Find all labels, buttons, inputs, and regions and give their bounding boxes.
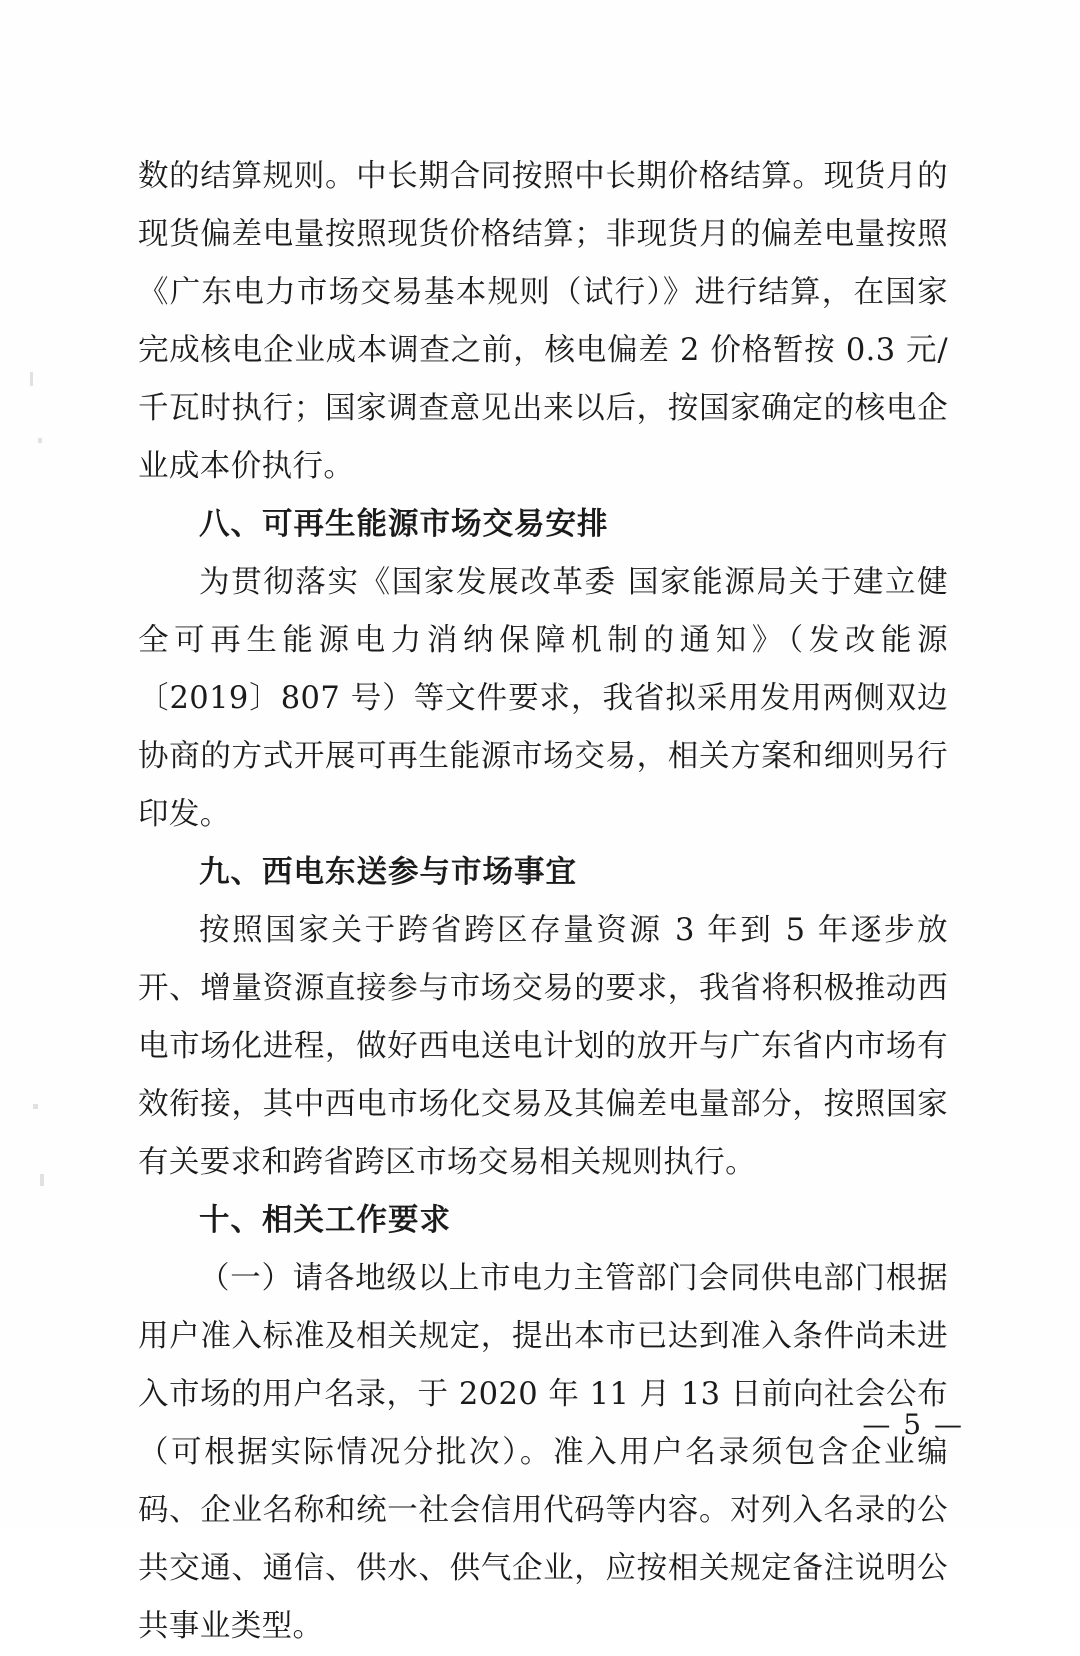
heading-section-ten: 十、相关工作要求 bbox=[199, 1203, 451, 1238]
paragraph-renewable-energy: 为贯彻落实《国家发展改革委 国家能源局关于建立健全可再生能源电力消纳保障机制的通知》（发改能源〔2019〕807 号）等文件要求，我省拟采用发用两侧双边协商的方式开展可再生能源市场交易，相关方案和细则另行印发。 bbox=[138, 565, 948, 832]
document-body bbox=[138, 148, 948, 1656]
heading-section-nine: 九、西电东送参与市场事宜 bbox=[199, 855, 577, 890]
scan-speck bbox=[30, 372, 33, 386]
page-number: — 5 — bbox=[862, 1408, 964, 1441]
paragraph-west-to-east-power: 按照国家关于跨省跨区存量资源 3 年到 5 年逐步放开、增量资源直接参与市场交易的要求，我省将积极推动西电市场化进程，做好西电送电计划的放开与广东省内市场有效衔接，其中西电市场化交易及其偏差电量部分，按照国家有关要求和跨省跨区市场交易相关规则执行。 bbox=[138, 913, 948, 1180]
heading-section-eight: 八、可再生能源市场交易安排 bbox=[199, 507, 609, 542]
paragraph-settlement-rules: 数的结算规则。中长期合同按照中长期价格结算。现货月的现货偏差电量按照现货价格结算；非现货月的偏差电量按照《广东电力市场交易基本规则（试行）》进行结算，在国家完成核电企业成本调查之前，核电偏差 2 价格暂按 0.3 元/千瓦时执行；国家调查意见出来以后，按国家确定的核电企业成本价执行。 bbox=[138, 159, 948, 484]
scan-speck bbox=[33, 1104, 38, 1109]
paragraph-work-requirements: （一）请各地级以上市电力主管部门会同供电部门根据用户准入标准及相关规定，提出本市已达到准入条件尚未进入市场的用户名录，于 2020 年 11 月 13 日前向社会公布（可根据实际情况分批次）。准入用户名录须包含企业编码、企业名称和统一社会信用代码等内容。对列入名录的公共交通、通信、供水、供气企业，应按相关规定备注说明公共事业类型。 bbox=[138, 1261, 948, 1644]
scan-speck bbox=[38, 438, 42, 443]
scan-speck bbox=[40, 1174, 44, 1186]
